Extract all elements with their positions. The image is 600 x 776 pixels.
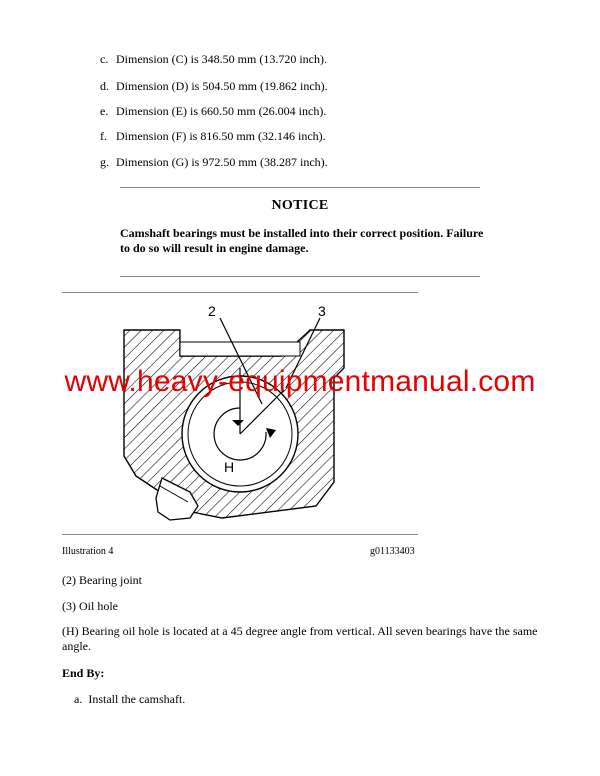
legend-bearing-joint: (2) Bearing joint: [62, 573, 142, 587]
dimension-item-f: f. Dimension (F) is 816.50 mm (32.146 inch).: [100, 129, 326, 143]
illustration-bottom-divider: [62, 534, 418, 535]
callout-3: 3: [318, 303, 326, 319]
notice-top-divider: [120, 187, 480, 188]
dimension-item-c: c. Dimension (C) is 348.50 mm (13.720 inch).: [100, 52, 327, 66]
notice-bottom-divider: [120, 276, 480, 277]
camshaft-bearing-illustration: [62, 296, 422, 536]
notice-text: Camshaft bearings must be installed into their correct position. Failure to do so will result in engine damage.: [120, 226, 484, 255]
dimension-item-d: d. Dimension (D) is 504.50 mm (19.862 inch).: [100, 79, 328, 93]
callout-2: 2: [208, 303, 216, 319]
end-by-step-a: a. Install the camshaft.: [74, 692, 186, 706]
legend-oil-hole: (3) Oil hole: [62, 599, 118, 613]
legend-bearing-angle: (H) Bearing oil hole is located at a 45 degree angle from vertical. All seven bearings have the same angle.: [62, 624, 538, 653]
angle-label-h: H: [224, 459, 235, 475]
dimension-item-g: g. Dimension (G) is 972.50 mm (38.287 inch).: [100, 155, 328, 169]
illustration-caption: Illustration 4: [62, 546, 114, 557]
notice-title: NOTICE: [271, 198, 329, 213]
dimension-item-e: e. Dimension (E) is 660.50 mm (26.004 inch).: [100, 104, 327, 118]
end-by-heading: End By:: [62, 666, 105, 680]
illustration-top-divider: [62, 292, 418, 293]
watermark-url: www.heavy-equipmentmanual.com: [64, 365, 536, 398]
illustration-code: g01133403: [370, 546, 415, 557]
